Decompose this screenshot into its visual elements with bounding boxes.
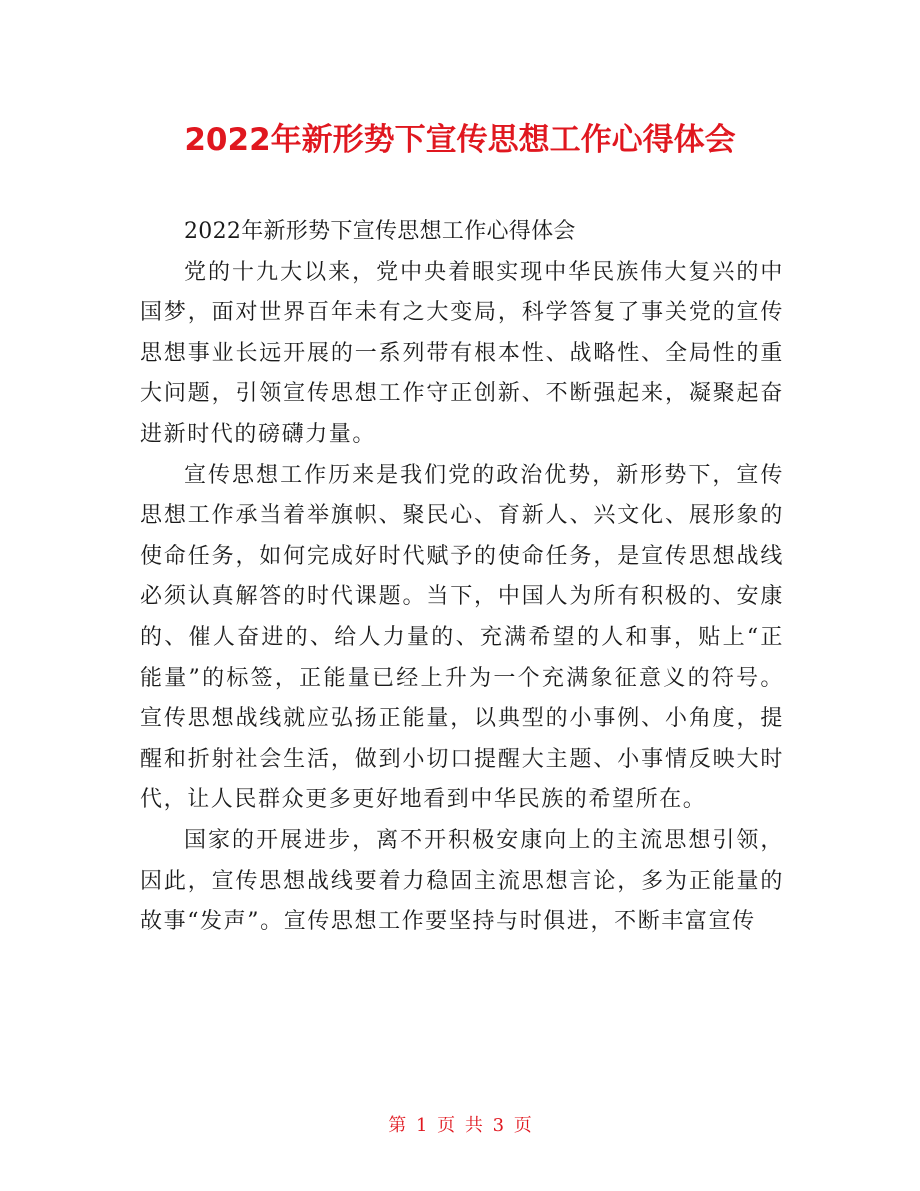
body-paragraph-1: 党的十九大以来，党中央着眼实现中华民族伟大复兴的中国梦，面对世界百年未有之大变局，科学答复了事关党的宣传思想事业长远开展的一系列带有根本性、战略性、全局性的重大问题，引领宣传思想工作守正创新、不断强起来，凝聚起奋进新时代的磅礴力量。 <box>140 259 784 447</box>
document-title: 2022年新形势下宣传思想工作心得体会 <box>184 122 736 158</box>
document-body <box>140 212 784 943</box>
body-paragraph-2: 宣传思想工作历来是我们党的政治优势，新形势下，宣传思想工作承当着举旗帜、聚民心、育新人、兴文化、展形象的使命任务，如何完成好时代赋予的使命任务，是宣传思想战线必须认真解答的时代课题。当下，中国人为所有积极的、安康的、催人奋进的、给人力量的、充满希望的人和事，贴上“正能量”的标签，正能量已经上升为一个充满象征意义的符号。宣传思想战线就应弘扬正能量，以典型的小事例、小角度，提醒和折射社会生活，做到小切口提醒大主题、小事情反映大时代，让人民群众更多更好地看到中华民族的希望所在。 <box>140 462 784 813</box>
page-number-footer: 第 1 页 共 3 页 <box>388 1115 532 1136</box>
subtitle-paragraph: 2022年新形势下宣传思想工作心得体会 <box>184 219 576 244</box>
body-paragraph-3: 国家的开展进步，离不开积极安康向上的主流思想引领，因此，宣传思想战线要着力稳固主流思想言论，多为正能量的故事“发声”。宣传思想工作要坚持与时俱进，不断丰富宣传 <box>140 827 784 935</box>
